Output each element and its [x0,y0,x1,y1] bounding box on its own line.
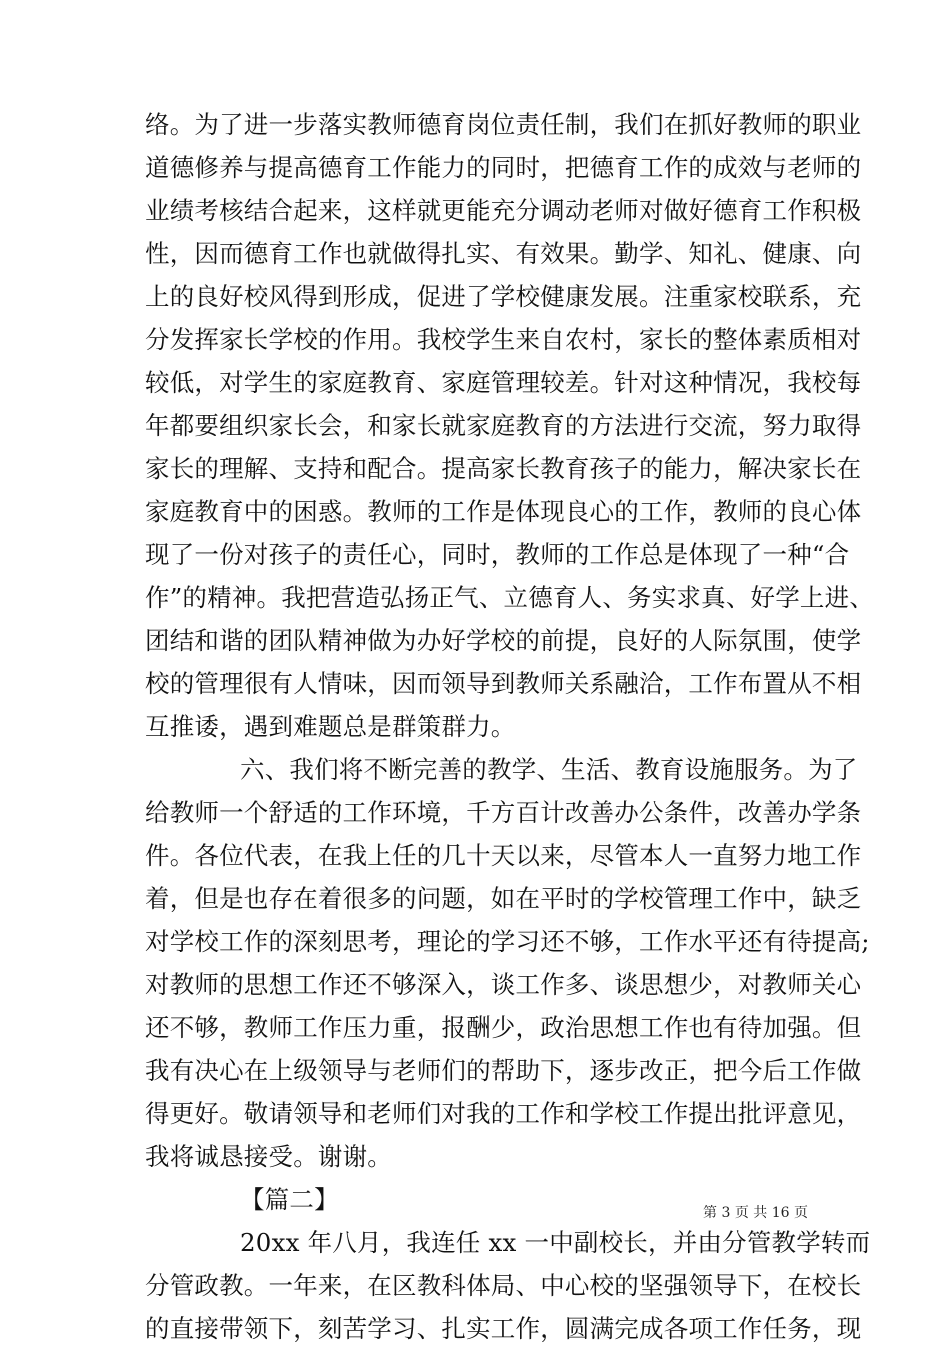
paragraph-line: 着，但是也存在着很多的问题，如在平时的学校管理工作中，缺乏 [145,884,862,913]
paragraph-line: 我有决心在上级领导与老师们的帮助下，逐步改正，把今后工作做 [145,1056,862,1085]
paragraph-line: 的直接带领下，刻苦学习、扎实工作，圆满完成各项工作任务，现 [145,1314,862,1343]
paragraph-line: 给教师一个舒适的工作环境，千方百计改善办公条件，改善办学条 [145,798,862,827]
paragraph-line: 业绩考核结合起来，这样就更能充分调动老师对做好德育工作积极 [145,196,862,225]
paragraph-line: 年都要组织家长会，和家长就家庭教育的方法进行交流，努力取得 [145,411,862,440]
paragraph-line: 20xx 年八月，我连任 xx 一中副校长，并由分管教学转而 [240,1228,871,1257]
paragraph-line: 家庭教育中的困惑。教师的工作是体现良心的工作，教师的良心体 [145,497,862,526]
paragraph-line: 互推诿，遇到难题总是群策群力。 [145,712,516,741]
paragraph-line: 道德修养与提高德育工作能力的同时，把德育工作的成效与老师的 [145,153,862,182]
paragraph-line: 我将诚恳接受。谢谢。 [145,1142,392,1171]
paragraph-line: 对学校工作的深刻思考，理论的学习还不够，工作水平还有待提高; [145,927,870,956]
paragraph-line: 得更好。敬请领导和老师们对我的工作和学校工作提出批评意见， [145,1099,862,1128]
paragraph-line: 对教师的思想工作还不够深入，谈工作多、谈思想少，对教师关心 [145,970,862,999]
paragraph-line: 作”的精神。我把营造弘扬正气、立德育人、务实求真、好学上进、 [145,583,875,612]
paragraph-line: 分发挥家长学校的作用。我校学生来自农村，家长的整体素质相对 [145,325,862,354]
paragraph-line: 家长的理解、支持和配合。提高家长教育孩子的能力，解决家长在 [145,454,862,483]
paragraph-line: 现了一份对孩子的责任心，同时，教师的工作总是体现了一种“合 [145,540,850,569]
paragraph-line: 上的良好校风得到形成，促进了学校健康发展。注重家校联系，充 [145,282,862,311]
paragraph-line: 分管政教。一年来，在区教科体局、中心校的坚强领导下，在校长 [145,1271,862,1300]
section-heading: 【篇二】 [240,1185,339,1214]
paragraph-line: 性，因而德育工作也就做得扎实、有效果。勤学、知礼、健康、向 [145,239,862,268]
paragraph-line: 六、我们将不断完善的教学、生活、教育设施服务。为了 [240,755,858,784]
paragraph-line: 较低，对学生的家庭教育、家庭管理较差。针对这种情况，我校每 [145,368,862,397]
paragraph-line: 还不够，教师工作压力重，报酬少，政治思想工作也有待加强。但 [145,1013,862,1042]
paragraph-line: 团结和谐的团队精神做为办好学校的前提，良好的人际氛围，使学 [145,626,862,655]
paragraph-line: 件。各位代表，在我上任的几十天以来，尽管本人一直努力地工作 [145,841,862,870]
paragraph-line: 校的管理很有人情味，因而领导到教师关系融洽，工作布置从不相 [145,669,862,698]
page-number: 第 3 页 共 16 页 [703,1205,808,1221]
paragraph-line: 络。为了进一步落实教师德育岗位责任制，我们在抓好教师的职业 [145,110,862,139]
